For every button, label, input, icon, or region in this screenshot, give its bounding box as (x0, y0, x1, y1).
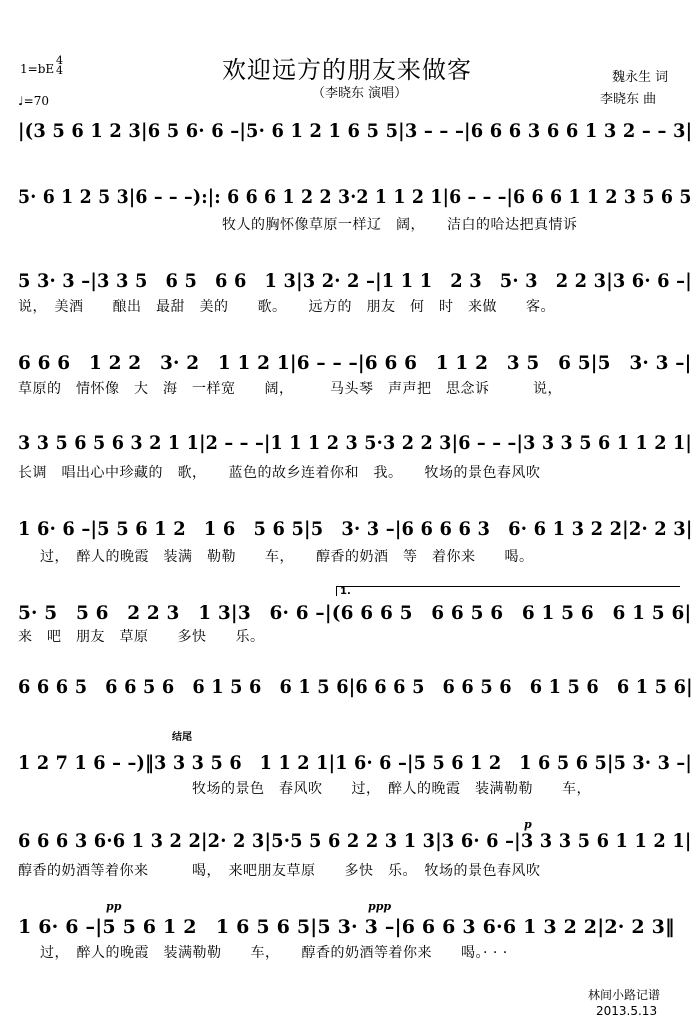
notation-line-5: 3 3 5 6 5 6 3 2 1 1|2 – – –|1 1 1 2 3 5·3 2 2 3|6 – – –|3 3 3 5 6 1 1 2 1| (18, 432, 692, 454)
notation-line-11: 1 6· 6 –|5 5 6 1 2 1 6 5 6 5|5 3· 3 –|6 6 6 3 6·6 1 3 2 2|2· 2 3‖ (18, 916, 675, 938)
coda-label: 结尾 (172, 732, 192, 743)
composer: 李晓东 曲 (600, 92, 657, 107)
lyric-line-7: 来 吧 朋友 草原 多快 乐。 (18, 629, 265, 645)
dynamic-pp: pp (106, 900, 122, 913)
notation-line-3: 5 3· 3 –|3 3 5 6 5 6 6 1 3|3 2· 2 –|1 1 1 2 3 5· 3 2 2 3|3 6· 6 –| (18, 270, 692, 292)
tempo-value: =70 (23, 94, 49, 108)
lyric-line-11: 过， 醉人的晚霞 装满勒勒 车， 醇香的奶酒等着你来 喝。· · · (40, 945, 508, 961)
lyric-line-10: 醇香的奶酒等着你来 喝， 来吧朋友草原 多快 乐。 牧场的景色春风吹 (18, 863, 541, 879)
transcription-date: 2013.5.13 (596, 1004, 658, 1018)
lyric-line-5: 长调 唱出心中珍藏的 歌， 蓝色的故乡连着你和 我。 牧场的景色春风吹 (18, 465, 541, 481)
notation-line-4: 6 6 6 1 2 2 3· 2 1 1 2 1|6 – – –|6 6 6 1 1 2 3 5 6 5|5 3· 3 –| (18, 352, 692, 374)
key-label: 1= (20, 62, 38, 76)
lyric-line-9: 牧场的景色 春风吹 过， 醉人的晚霞 装满勒勒 车， (18, 781, 591, 797)
notation-line-9: 1 2 7 1 6 – –)‖3 3 3 5 6 1 1 2 1|1 6· 6 –|5 5 6 1 2 1 6 5 6 5|5 3· 3 –| (18, 752, 693, 774)
notation-line-1: |(3 5 6 1 2 3|6 5 6· 6 –|5· 6 1 2 1 6 5 5|3 – – –|6 6 6 3 6 6 1 3 2 – – 3| (18, 120, 693, 142)
dynamic-ppp: ppp (368, 900, 392, 913)
lyricist: 魏永生 词 (612, 70, 669, 85)
time-signature (56, 56, 63, 76)
quarter-note-icon: ♩ (18, 94, 24, 108)
notation-line-2: 5· 6 1 2 5 3|6 – – –):|: 6 6 6 1 2 2 3·2 1 1 2 1|6 – – –|6 6 6 1 1 2 3 5 6 5 (18, 186, 692, 208)
transcriber-credit: 林间小路记谱 (588, 988, 661, 1002)
performer: （李晓东 演唱） (312, 86, 408, 101)
dynamic-p: p (524, 818, 532, 831)
key-signature (20, 62, 54, 76)
lyric-line-4: 草原的 情怀像 大 海 一样宽 阔， 马头琴 声声把 思念诉 说， (18, 381, 562, 397)
song-title: 欢迎远方的朋友来做客 (222, 56, 472, 84)
notation-line-8: 6 6 6 5 6 6 5 6 6 1 5 6 6 1 5 6|6 6 6 5 6 6 5 6 6 1 5 6 6 1 5 6| (18, 676, 693, 698)
lyric-line-6: 过， 醉人的晚霞 装满 勒勒 车， 醇香的奶酒 等 着你来 喝。 (40, 549, 534, 565)
lyric-line-2: 牧人的胸怀像草原一样辽 阔， 洁白的哈达把真情诉 (222, 217, 578, 233)
lyric-line-3: 说， 美酒 酿出 最甜 美的 歌。 远方的 朋友 何 时 来做 客。 (18, 299, 555, 315)
notation-line-6: 1 6· 6 –|5 5 6 1 2 1 6 5 6 5|5 3· 3 –|6 6 6 6 3 6· 6 1 3 2 2|2· 2 3| (18, 518, 693, 540)
time-top: 4 (56, 54, 63, 67)
first-ending-bracket (336, 586, 680, 596)
notation-line-7: 5· 5 5 6 2 2 3 1 3|3 6· 6 –|(6 6 6 5 6 6 5 6 6 1 5 6 6 1 5 6| (18, 602, 692, 624)
key-flat: bE (37, 62, 55, 76)
time-bottom: 4 (56, 64, 63, 77)
tempo-marking (18, 94, 49, 108)
first-ending-label: 1. (340, 586, 351, 597)
notation-line-10: 6 6 6 3 6·6 1 3 2 2|2· 2 3|5·5 5 6 2 2 3 1 3|3 6· 6 –|3 3 3 5 6 1 1 2 1| (18, 830, 692, 852)
